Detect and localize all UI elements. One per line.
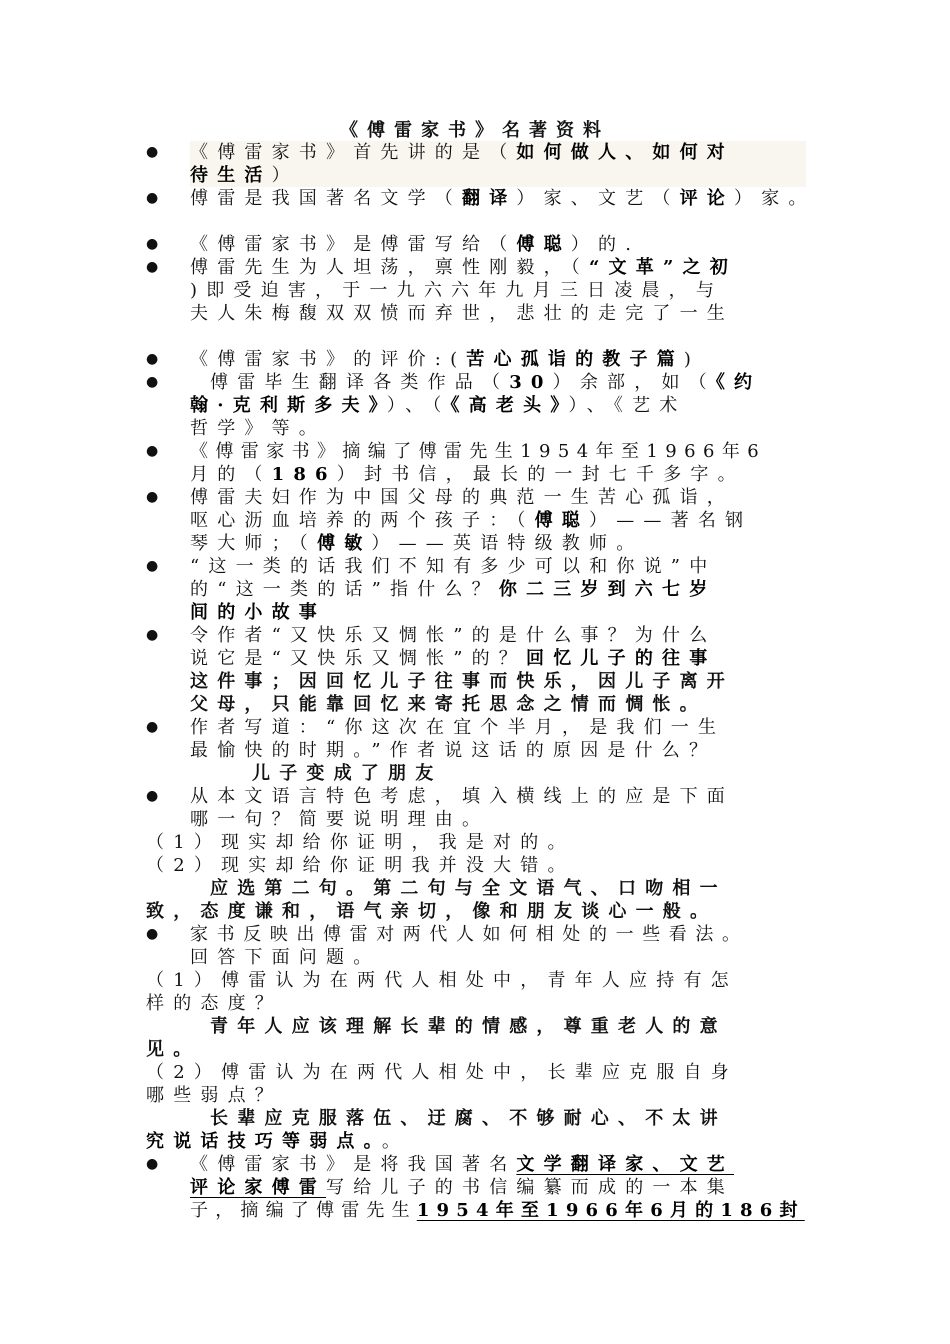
question-line: 哪些弱点？ <box>146 1085 282 1106</box>
text-line: 的“这一类的话”指什么？你二三岁到六七岁 <box>190 579 717 600</box>
text-line: 傅雷是我国著名文学（翻译）家、文艺（评论）家。 <box>190 188 816 209</box>
answer-line: 长辈应克服落伍、迂腐、不够耐心、不太讲 <box>210 1108 727 1129</box>
bullet-icon: ● <box>146 259 159 275</box>
answer-line: 应选第二句。第二句与全文语气、口吻相一 <box>210 878 727 899</box>
text-line: 子，摘编了傅雷先生1954年至1966年6月的186封 <box>190 1200 805 1221</box>
text-line: “这一类的话我们不知有多少可以和你说”中 <box>190 556 717 577</box>
text-line: 令作者“又快乐又惆怅”的是什么事？为什么 <box>190 625 717 646</box>
answer-line: 究说话技巧等弱点。。 <box>146 1131 410 1152</box>
text-line: 待生活） <box>190 164 806 187</box>
text-line: 《傅雷家书》是傅雷写给（傅聪）的. <box>190 234 641 255</box>
answer-line: 青年人应该理解长辈的情感，尊重老人的意 <box>210 1016 727 1037</box>
bullet-icon: ● <box>146 351 159 367</box>
bullet-icon: ● <box>146 1156 159 1172</box>
text-line: 哲学》等。 <box>190 418 326 439</box>
text-line: 回答下面问题。 <box>190 947 381 968</box>
text-line: 《傅雷家书》摘编了傅雷先生1954年至1966年6 <box>190 441 767 462</box>
bullet-icon: ● <box>146 236 159 252</box>
text-line: 傅雷先生为人坦荡，禀性刚毅，（“文革”之初 <box>190 257 737 278</box>
bullet-icon: ● <box>146 374 159 390</box>
text-line: 间的小故事 <box>190 602 326 623</box>
text-line: 作者写道：“你这次在宜个半月，是我们一生 <box>190 717 726 738</box>
text-line: )即受迫害，于一九六六年九月三日凌晨，与 <box>190 280 724 301</box>
answer-line: 这件事；因回忆儿子往事而快乐，因儿子离开 <box>190 671 734 692</box>
text-line: 家书反映出傅雷对两代人如何相处的一些看法。 <box>190 924 749 945</box>
text-line: 《傅雷家书》首先讲的是（如何做人、如何对 <box>190 141 806 164</box>
option-line: （1）现实却给你证明，我是对的。 <box>146 832 575 853</box>
document-title: 《傅雷家书》名著资料 <box>340 120 610 141</box>
text-line: 月的（186）封书信，最长的一封七千多字。 <box>190 464 745 485</box>
text-line: 傅雷毕生翻译各类作品（30）余部，如（《约 <box>210 372 762 393</box>
text-line: 翰·克利斯多夫》）、（《高老头》）、《艺术 <box>190 395 687 416</box>
bullet-icon: ● <box>146 558 159 574</box>
bullet-icon: ● <box>146 144 159 160</box>
text-line: 评论家傅雷写给儿子的书信编纂而成的一本集 <box>190 1177 734 1198</box>
text-line: 从本文语言特色考虑，填入横线上的应是下面 <box>190 786 734 807</box>
text-line: 《傅雷家书》的评价:(苦心孤诣的教子篇) <box>190 349 701 370</box>
bullet-icon: ● <box>146 788 159 804</box>
bullet-icon: ● <box>146 489 159 505</box>
bullet-icon: ● <box>146 926 159 942</box>
text-line: 琴大师；（傅敏）——英语特级教师。 <box>190 533 644 554</box>
answer-line: 儿子变成了朋友 <box>252 763 443 784</box>
text-line: 傅雷夫妇作为中国父母的典范一生苦心孤诣， <box>190 487 734 508</box>
text-line: 《傅雷家书》是将我国著名文学翻译家、文艺 <box>190 1154 735 1175</box>
bullet-icon: ● <box>146 190 159 206</box>
question-line: （1）傅雷认为在两代人相处中，青年人应持有怎 <box>146 970 738 991</box>
text-line: 哪一句？简要说明理由。 <box>190 809 490 830</box>
text-line: 最愉快的时期。”作者说这话的原因是什么？ <box>190 740 717 761</box>
answer-line: 致，态度谦和，语气亲切，像和朋友谈心一般。 <box>146 901 718 922</box>
question-line: （2）傅雷认为在两代人相处中，长辈应克服自身 <box>146 1062 738 1083</box>
text-line: 夫人朱梅馥双双愤而弃世，悲壮的走完了一生 <box>190 303 734 324</box>
question-line: 样的态度？ <box>146 993 282 1014</box>
text-line: 呕心沥血培养的两个孩子：（傅聪）——著名钢 <box>190 510 753 531</box>
text-line: 说它是“又快乐又惆怅”的？回忆儿子的往事 <box>190 648 717 669</box>
answer-line: 父母，只能靠回忆来寄托思念之情而惆怅。 <box>190 694 707 715</box>
bullet-icon: ● <box>146 443 159 459</box>
bullet-icon: ● <box>146 627 159 643</box>
option-line: （2）现实却给你证明我并没大错。 <box>146 855 575 876</box>
bullet-icon: ● <box>146 719 159 735</box>
answer-line: 见。 <box>146 1039 201 1060</box>
